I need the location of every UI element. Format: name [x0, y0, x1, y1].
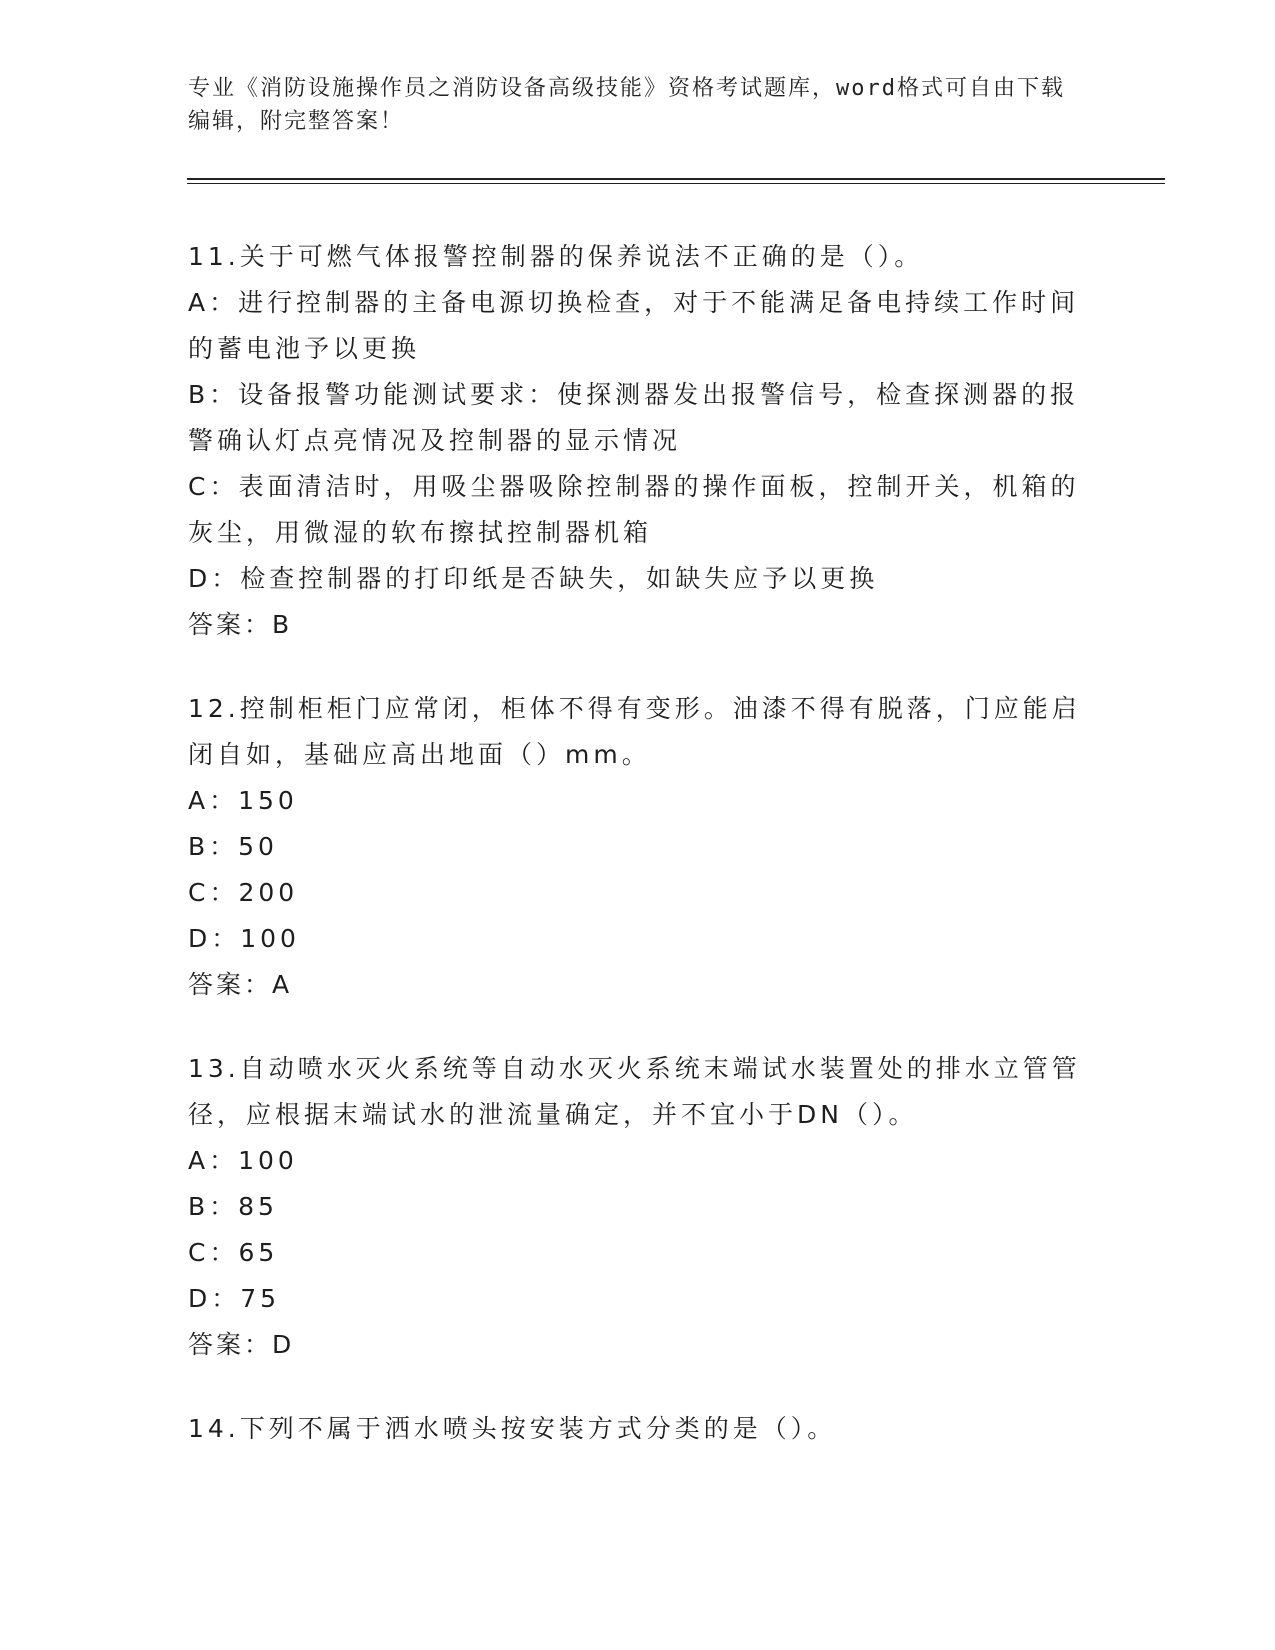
option-c: C：表面清洁时，用吸尘器吸除控制器的操作面板，控制开关，机箱的灰尘，用微湿的软布擦拭控制器机箱	[188, 472, 1080, 547]
answer-label: 答案：D	[188, 1330, 295, 1359]
question-stem: 12.控制柜柜门应常闭，柜体不得有变形。油漆不得有脱落，门应能启闭自如，基础应高出地面（）mm。	[188, 694, 1081, 769]
option-c: C：65	[188, 1238, 279, 1267]
option-b: B：设备报警功能测试要求：使探测器发出报警信号，检查探测器的报警确认灯点亮情况及控制器的显示情况	[188, 380, 1080, 455]
answer-label: 答案：A	[188, 970, 293, 999]
answer-label: 答案：B	[188, 610, 293, 639]
question-stem: 13.自动喷水灭火系统等自动水灭火系统末端试水装置处的排水立管管径，应根据末端试水的泄流量确定，并不宜小于DN（）。	[188, 1054, 1081, 1129]
question-12	[188, 686, 1088, 1008]
question-stem: 14.下列不属于洒水喷头按安装方式分类的是（）。	[188, 1414, 837, 1443]
option-b: B：85	[188, 1192, 278, 1221]
question-14	[188, 1406, 1088, 1452]
header-divider	[187, 178, 1165, 184]
document-header: 专业《消防设施操作员之消防设备高级技能》资格考试题库，word格式可自由下载编辑，附完整答案！	[188, 76, 1065, 134]
question-13	[188, 1046, 1088, 1368]
option-d: D：检查控制器的打印纸是否缺失，如缺失应予以更换	[188, 564, 879, 593]
question-stem: 11.关于可燃气体报警控制器的保养说法不正确的是（）。	[188, 242, 924, 271]
option-d: D：75	[188, 1284, 281, 1313]
question-11	[188, 234, 1088, 648]
question-list	[188, 234, 1088, 1490]
option-a: A：100	[188, 1146, 298, 1175]
option-b: B：50	[188, 832, 278, 861]
option-a: A：进行控制器的主备电源切换检查，对于不能满足备电持续工作时间的蓄电池予以更换	[188, 288, 1080, 363]
option-d: D：100	[188, 924, 300, 953]
option-c: C：200	[188, 878, 299, 907]
option-a: A：150	[188, 786, 298, 815]
